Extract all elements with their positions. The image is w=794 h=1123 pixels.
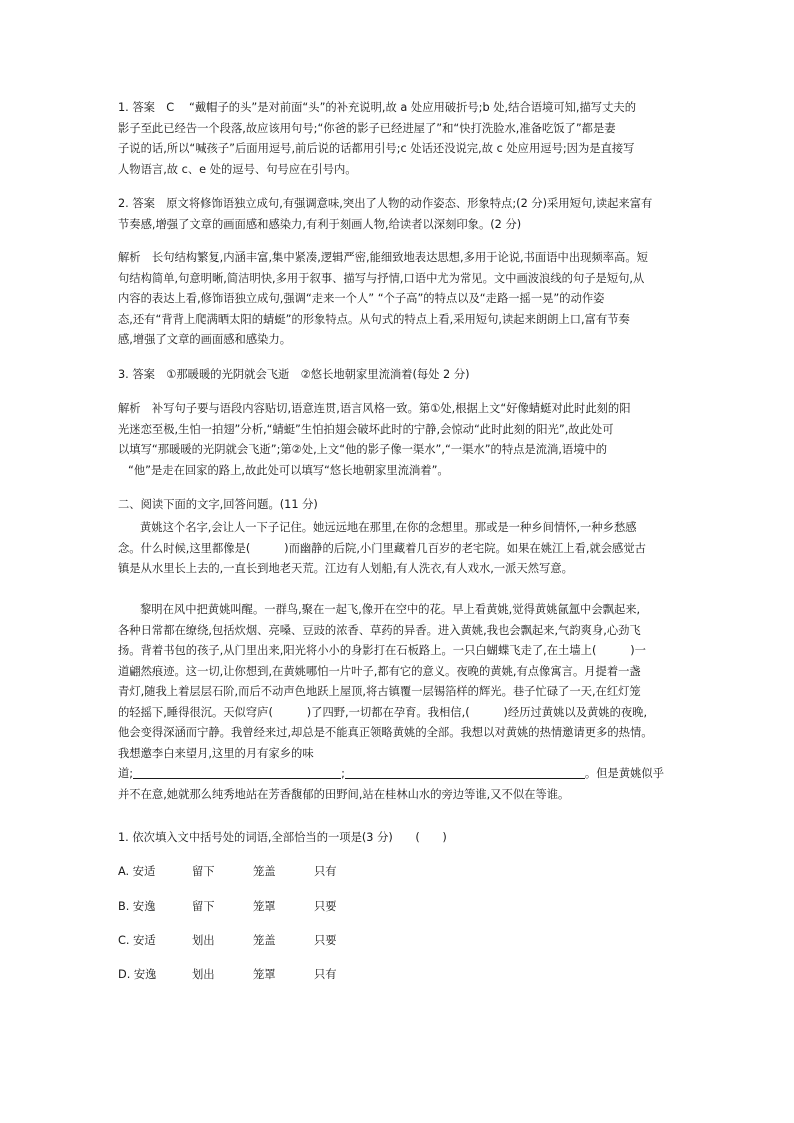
- analysis-2-line: 感,增强了文章的画面感和感染力。: [118, 333, 292, 346]
- passage-line: 他会变得深涵而宁静。我曾经来过,却总是不能真正领略黄姚的全部。我想以对黄姚的热情邀请更多的热情。: [118, 726, 653, 739]
- passage-line: 黎明在风中把黄姚叫醒。一群鸟,聚在一起飞,像开在空中的花。早上看黄姚,觉得黄姚氤氲中会飘起来,: [140, 603, 641, 616]
- fill-blank-prefix: 道;: [118, 767, 134, 780]
- fill-blank-mid: ;: [341, 767, 345, 780]
- option-word: 划出: [192, 968, 215, 981]
- answer-1-line: 人物语言,故 c、e 处的逗号、句号应在引号内。: [118, 162, 357, 176]
- passage-line: 各种日常都在缭绕,包括炊烟、亮嗓、豆豉的浓香、草药的异香。进入黄姚,我也会飘起来,气韵爽身,心劲飞: [118, 623, 641, 637]
- option-word: 划出: [192, 934, 215, 947]
- analysis-3-line: 以填写“那暖暖的光阴就会飞逝”;第②处,上文“他的影子像一渠水”,“一渠水”的特点是流淌,语境中的: [118, 443, 608, 456]
- answer-1-line: 1. 答案 C “戴帽子的头”是对前面“头”的补充说明,故 a 处应用破折号;b 处,结合语境可知,描写丈夫的: [118, 101, 636, 114]
- option-word: 笼罩: [253, 968, 276, 981]
- analysis-2: [118, 248, 678, 351]
- analysis-2-line: 解析 长句结构繁复,内涵丰富,集中紧凑,逻辑严密,能细致地表达思想,多用于论说,书面语中出现频率高。短: [118, 251, 648, 264]
- answer-1-line: 子说的话,所以“喊孩子”后面用逗号,前后说的话都用引号;c 处话还没说完,故 c 处应用逗号;因为是直接写: [118, 142, 635, 155]
- option-word: 只要: [314, 934, 337, 947]
- question-1-stem: 1. 依次填入文中括号处的词语,全部恰当的一项是(3 分) ( ): [118, 831, 447, 844]
- answer-2: [118, 194, 678, 235]
- passage-line: 并不在意,她就那么纯秀地站在芳香馥郁的田野间,站在桂林山水的旁边等谁,又不似在等谁。: [118, 787, 570, 801]
- passage-line: 青灯,随我上着层层石阶,而后不动声色地跃上屋顶,将古镇覆一层锡箔样的辉光。巷子忙碌了一天,在红灯笼: [118, 685, 641, 698]
- section-heading: [118, 495, 678, 516]
- analysis-3-line: 解析 补写句子要与语段内容贴切,语意连贯,语言风格一致。第①处,根据上文“好像蜻蜓对此时此刻的阳: [118, 402, 631, 415]
- option-word: 笼盖: [253, 934, 276, 947]
- answer-2-line: 2. 答案 原文将修饰语独立成句,有强调意味,突出了人物的动作姿态、形象特点;(2 分)采用短句,读起来富有: [118, 197, 653, 210]
- passage-line: 道翩然痕迹。这一切,让你想到,在黄姚哪怕一片叶子,都有它的意义。夜晚的黄姚,有点像寓言。月提着一盏: [118, 664, 641, 678]
- answer-1-line: 影子至此已经告一个段落,故应该用句号;“你爸的影子已经进屋了”和“快打洗脸水,准备吃饭了”都是妻: [118, 121, 616, 135]
- analysis-3: [118, 399, 678, 481]
- passage-line: 念。什么时候,这里都像是( )而幽静的后院,小门里藏着几百岁的老宅院。如果在姚江上看,就会感觉古: [118, 541, 646, 555]
- passage-line: 黄姚这个名字,会让人一下子记住。她远远地在那里,在你的念想里。那或是一种乡间情怀,一种乡愁感: [140, 521, 637, 534]
- option-label: A. 安适: [118, 865, 156, 878]
- analysis-2-line: 态,还有“背背上爬满晒太阳的蜻蜓”的形象特点。从句式的特点上看,采用短句,读起来朗朗上口,富有节奏: [118, 312, 630, 326]
- fill-blank-suffix: 。但是黄姚似乎: [584, 767, 665, 780]
- answer-2-line: 节奏感,增强了文章的画面感和感染力,有利于刻画人物,给读者以深刻印象。(2 分): [118, 217, 522, 231]
- option-word: 只有: [314, 865, 337, 878]
- answer-blank-1[interactable]: [133, 764, 341, 779]
- option-a[interactable]: [118, 862, 678, 883]
- passage-paragraph-2: [118, 600, 678, 805]
- passage-line: 镇是从水里长上去的,一直长到地老天荒。江边有人划船,有人洗衣,有人戏水,一派天然写意。: [118, 562, 573, 575]
- analysis-2-line: 内容的表达上看,修饰语独立成句,强调“走来一个人” “个子高”的特点以及“走路一摇一晃”的动作姿: [118, 292, 605, 305]
- option-label: D. 安逸: [118, 968, 157, 981]
- option-word: 笼盖: [253, 865, 276, 878]
- analysis-3-line: 光迷恋至极,生怕一拍翅”分析,“蜻蜓”生怕拍翅会破坏此时的宁静,会惊动“此时此刻的阳光”,故此处可: [118, 422, 614, 436]
- option-word: 只有: [314, 968, 337, 981]
- option-word: 留下: [192, 865, 215, 878]
- fill-blank-line: [118, 764, 678, 785]
- option-word: 留下: [192, 900, 215, 913]
- passage-line: 我想邀李白来望月,这里的月有家乡的味: [118, 746, 314, 760]
- question-1: [118, 828, 678, 849]
- option-b[interactable]: [118, 897, 678, 918]
- option-label: C. 安适: [118, 934, 156, 947]
- analysis-2-line: 句结构简单,句意明晰,简洁明快,多用于叙事、描写与抒情,口语中尤为常见。文中画波浪线的句子是短句,从: [118, 271, 645, 285]
- answer-3-line: 3. 答案 ①那暖暖的光阴就会飞逝 ②悠长地朝家里流淌着(每处 2 分): [118, 368, 470, 381]
- answer-1: [118, 98, 678, 180]
- option-c[interactable]: [118, 931, 678, 952]
- passage-line: 扬。背着书包的孩子,从门里出来,阳光将小小的身影打在石板路上。一只白蝴蝶飞走了,在土墙上( )一: [118, 644, 646, 657]
- option-d[interactable]: [118, 965, 678, 986]
- option-word: 笼罩: [253, 900, 276, 913]
- answer-3: [118, 365, 678, 386]
- passage-paragraph-1: [118, 518, 678, 580]
- option-word: 只要: [314, 900, 337, 913]
- passage-line: 的轻摇下,睡得很沉。天似穹庐( )了四野,一切都在孕育。我相信,( )经历过黄姚以及黄姚的夜晚,: [118, 705, 648, 719]
- option-label: B. 安逸: [118, 900, 156, 913]
- answer-blank-2[interactable]: [345, 764, 585, 779]
- analysis-3-line: “他”是走在回家的路上,故此处可以填写“悠长地朝家里流淌着”。: [128, 463, 449, 477]
- section-heading-text: 二、阅读下面的文字,回答问题。(11 分): [118, 498, 318, 511]
